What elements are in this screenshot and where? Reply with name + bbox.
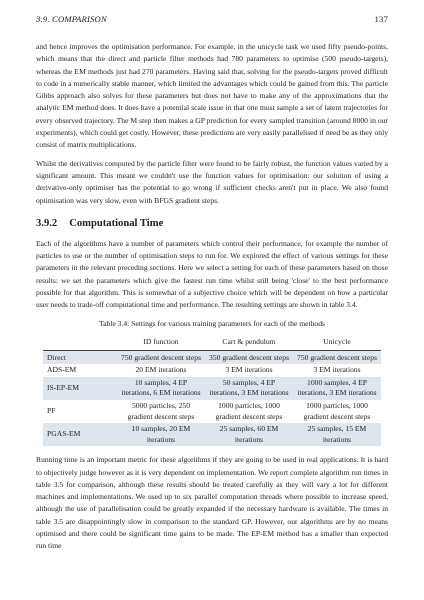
table-cell: 3 EM iterations [313, 365, 361, 375]
table-cell: 25 samples, 15 EM iterations [293, 423, 381, 446]
table-cell: 20 EM iterations [135, 365, 187, 375]
paragraph: Each of the algorithms have a number of parameters which control their performance, for example the number of particles to use or the number of optimisation steps to run for. We explored the effect of various settings for these parameters in the relevant preceding sections. Here we select a setting for each of these parameters based on those results: we set the parameters which give the fastest run time whilst still being 'close' to the best performance possible for that algorithm. This is somewhat of a subjective choice which will be dependent on how a particular user needs to trade-off computational time and performance. The resulting settings are shown in table 3.4. [36, 238, 388, 310]
page-number: 137 [374, 14, 388, 24]
table-header-row [43, 335, 381, 350]
table-cell: 10 samples, 4 EP iterations, 6 EM iterations [117, 377, 205, 400]
paragraph: Running time is an important metric for these algorithms if they are going to be used in real applications. It is hard to objectively judge however as it is very dependent on implementation. We report complete algorithm run times in table 3.5 for comparison, although these results should be treated carefully as they will vary a lot for different machines and implementations. We used up to six parallel computation threads where possible to increase speed, although the use of parallelisation could be greatly expanded if the necessary hardware is available. The times in table 3.5 are disappointingly slow in comparison to the standard GP. However, our algorithms are by no means optimised and there could be significant time gains to be made. The EP-EM method has a smaller than expected run time [36, 455, 388, 551]
body-text [36, 41, 388, 559]
settings-table [43, 335, 381, 446]
table-cell: 25 samples, 60 EM iterations [205, 423, 293, 446]
section-title: Computational Time [69, 217, 164, 229]
section-heading [36, 217, 388, 230]
table-header-cell: Cart & pendulum [205, 335, 293, 350]
table-cell: 350 gradient descent steps [205, 350, 293, 364]
table-row [43, 377, 381, 400]
running-header [36, 14, 388, 26]
paragraph: and hence improves the optimisation performance. For example, in the unicycle task we used fifty pseudo-points, which means that the direct and particle filter methods had 780 parameters to optimise (500 pseudo-targets), whereas the EM methods just had 270 parameters. Having said that, solving for the pseudo-targets proved difficult to code in a numerically stable manner, which limited the advantages which could be gained from this. The particle Gibbs approach also solves for these parameters but does not have to make any of the approximations that the analytic EM method does. It does have a potential scale issue in that one must sample a set of latent trajectories for every observed trajectory. The M step then makes a GP prediction for every sampled transition (around 8000 in our experiments), which could get costly. However, these predictions are very easily parallelised if need be as they only consist of matrix multiplications. [36, 42, 388, 150]
table-cell: 1000 particles, 1000 gradient descent steps [303, 400, 371, 421]
table-cell: 5000 particles, 250 gradient descent steps [127, 400, 195, 421]
table-header-cell: ID function [117, 335, 205, 350]
table-cell: 750 gradient descent steps [293, 350, 381, 364]
method-cell: Direct [43, 350, 117, 364]
table-row [43, 364, 381, 377]
table-cell: 750 gradient descent steps [117, 350, 205, 364]
table-header-cell [43, 335, 117, 350]
table-caption: Table 3.4: Settings for various training parameters for each of the methods [99, 318, 325, 328]
method-cell: PGAS-EM [43, 423, 117, 446]
table-row [43, 400, 381, 423]
table-row [43, 350, 381, 364]
table-cell: 3 EM iterations [225, 365, 273, 375]
table-cell: 1000 samples, 4 EP iterations, 3 EM iterations [293, 377, 381, 400]
table-cell: 50 samples, 4 EP iterations, 3 EM iterations [205, 377, 293, 400]
table-header-cell: Unicycle [293, 335, 381, 350]
table-cell: 10 samples, 20 EM iterations [117, 423, 205, 446]
method-cell: PF [47, 406, 56, 416]
header-section: 3.9. COMPARISON [36, 14, 107, 24]
section-number: 3.9.2 [36, 217, 58, 229]
table-row [43, 423, 381, 446]
paragraph: Whilst the derivatives computed by the particle filter were found to be fairly robust, the function values varied by a significant amount. This meant we couldn't use the function values for optimisation: our solution of using a derivative-only optimiser has the potential to go wrong if sufficient checks aren't put in place. We also found optimisation was very slow, even with BFGS gradient steps. [36, 158, 388, 205]
method-cell: IS-EP-EM [43, 377, 117, 400]
method-cell: ADS-EM [47, 365, 77, 375]
table-cell: 1000 particles, 1000 gradient descent steps [215, 400, 283, 421]
